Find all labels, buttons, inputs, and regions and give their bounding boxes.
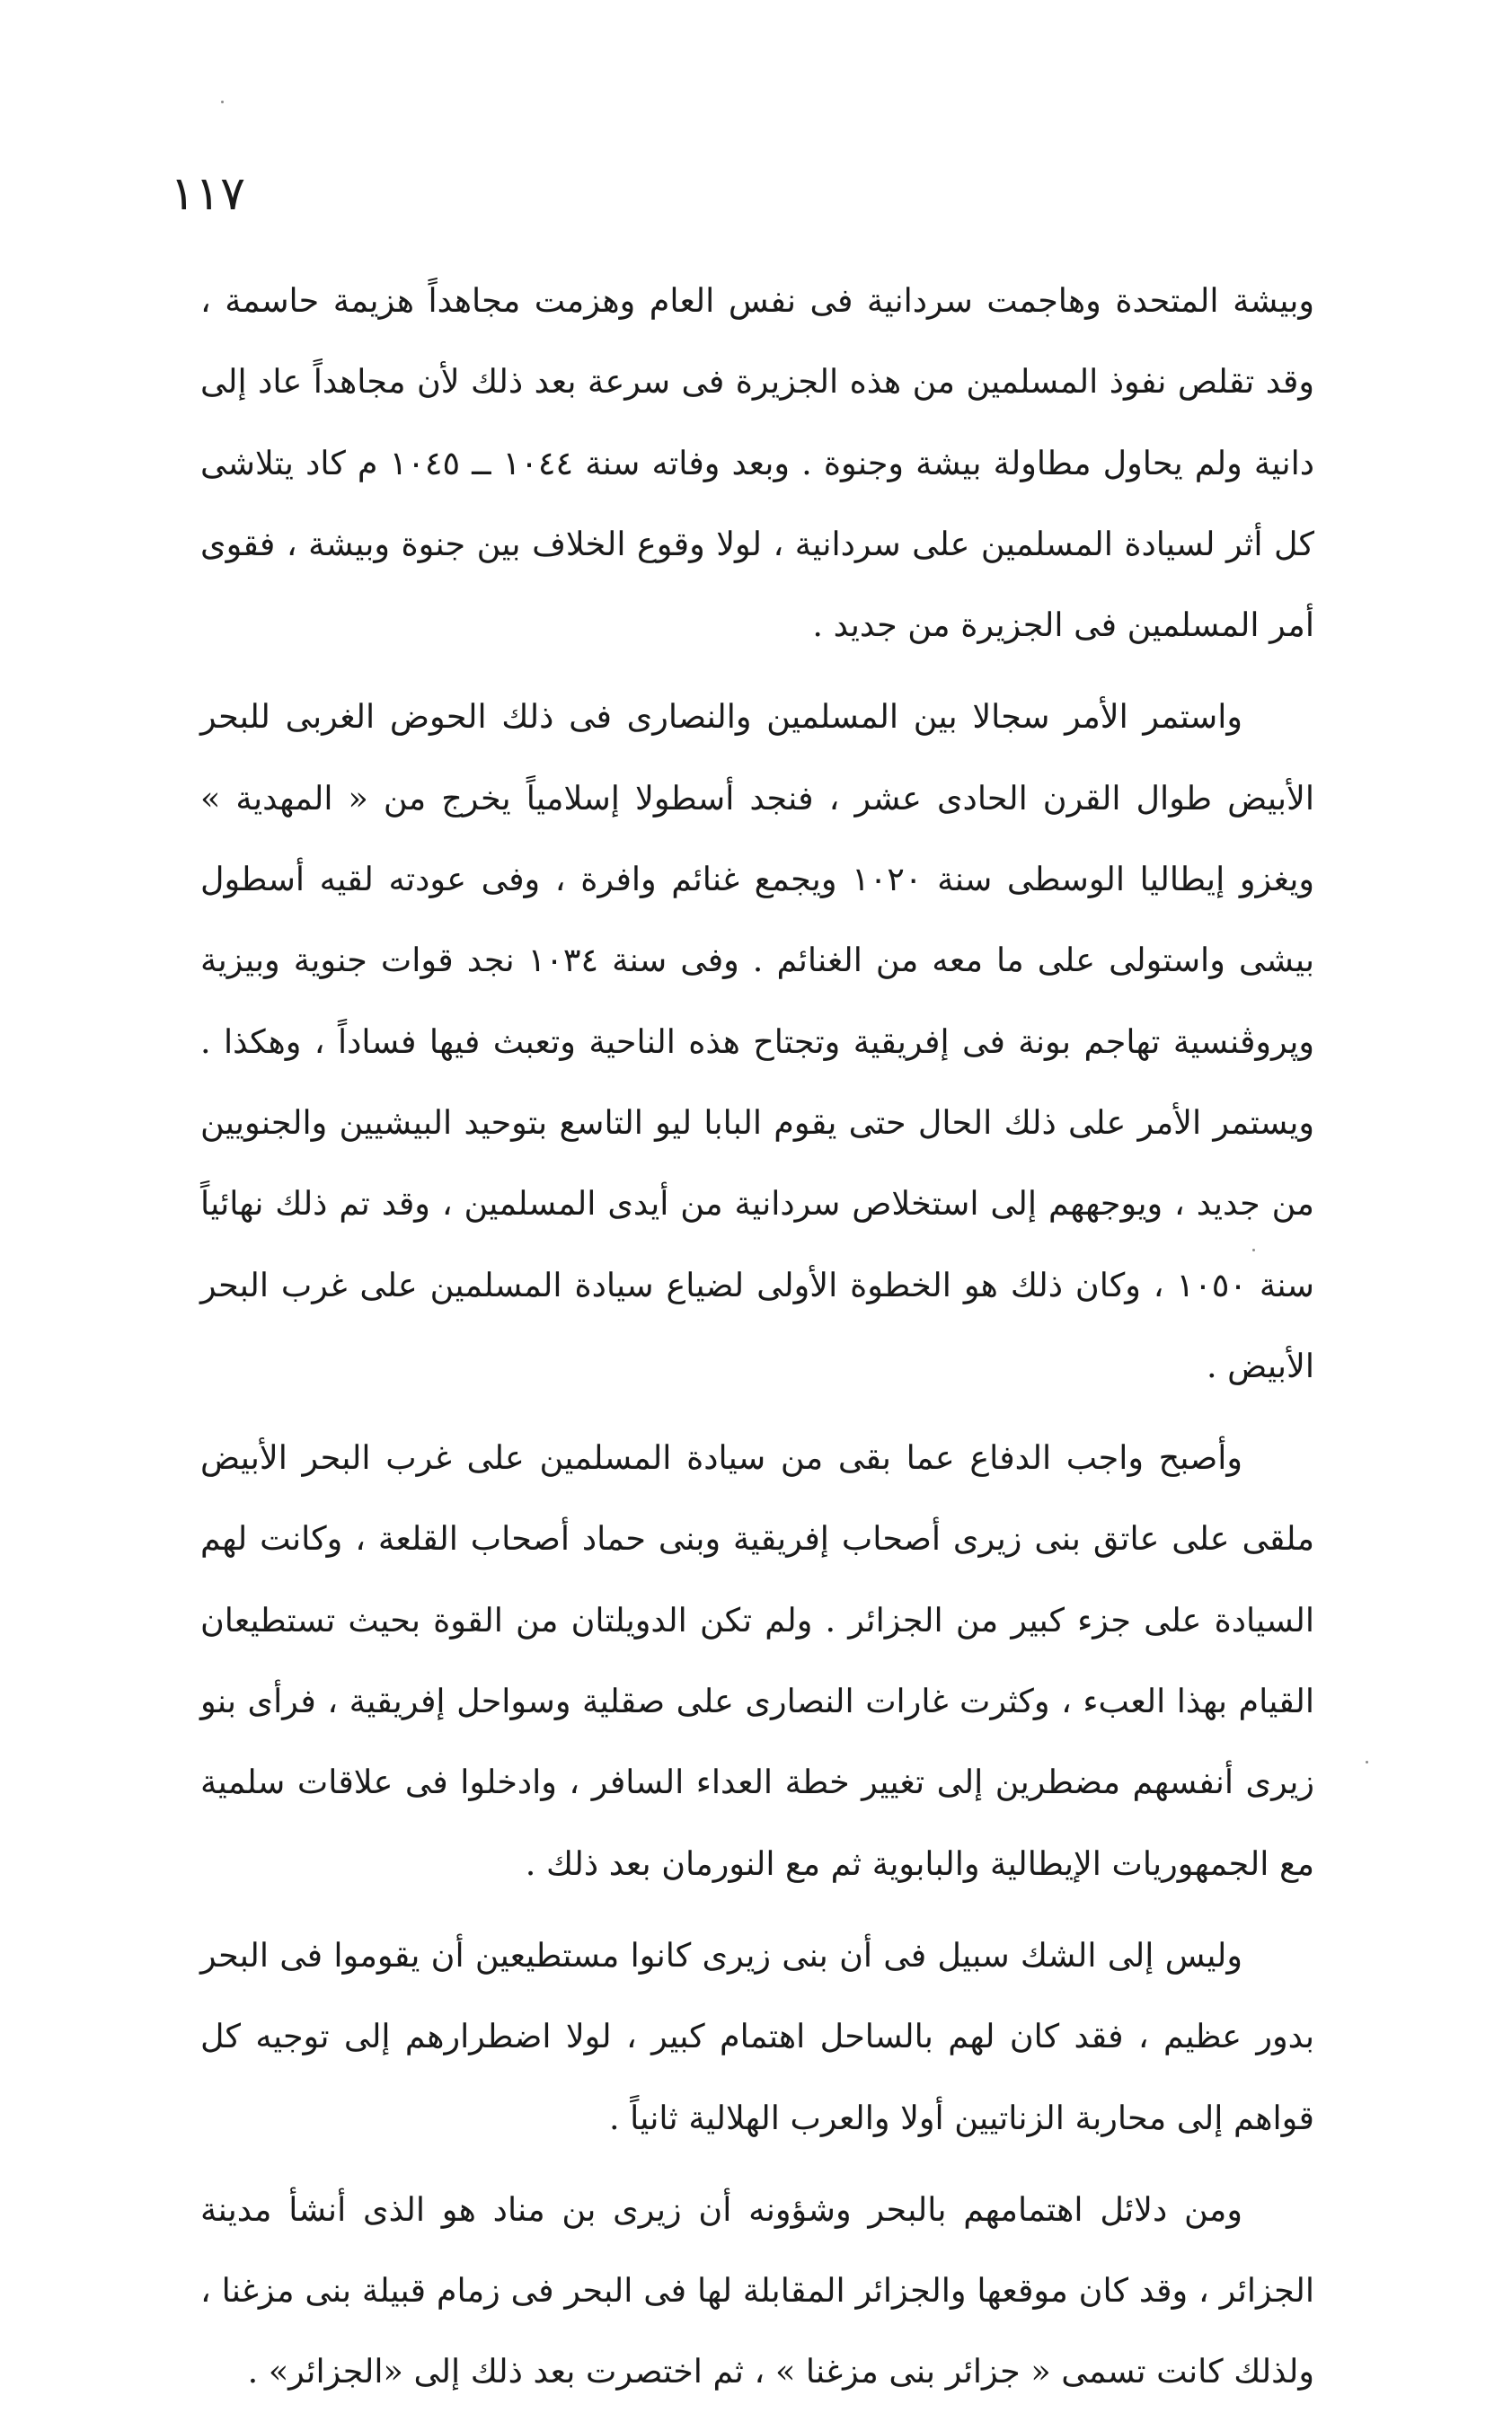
paragraph-5: ومن دلائل اهتمامهم بالبحر وشؤونه أن زيرى بن مناد هو الذى أنشأ مدينة الجزائر ، وقد كان موقعها والجزائر المقابلة لها فى البحر فى زمام قبيلة بنى مزغنا ، ولذلك كانت تسمى « جزائر بنى مزغنا » ، ثم اختصرت بعد ذلك إلى «الجزائر» .: [200, 2189, 1314, 2391]
paragraph-1: وبيشة المتحدة وهاجمت سردانية فى نفس العام وهزمت مجاهداً هزيمة حاسمة ، وقد تقلص نفوذ المسلمين من هذه الجزيرة فى سرعة بعد ذلك لأن مجاهداً عاد إلى دانية ولم يحاول مطاولة بيشة وجنوة . وبعد وفاته سنة ١٠٤٤ ــ ١٠٤٥ م كاد يتلاشى كل أثر لسيادة المسلمين على سردانية ، لولا وقوع الخلاف بين جنوة وبيشة ، فقوى أمر المسلمين فى الجزيرة من جديد .: [200, 281, 1314, 645]
paragraph-2: واستمر الأمر سجالا بين المسلمين والنصارى فى ذلك الحوض الغربى للبحر الأبيض طوال القرن الحادى عشر ، فنجد أسطولا إسلامياً يخرج من « المهدية » ويغزو إيطاليا الوسطى سنة ١٠٢٠ ويجمع غنائم وافرة ، وفى عودته لقيه أسطول بيشى واستولى على ما معه من الغنائم . وفى سنة ١٠٣٤ نجد قوات جنوية وبيزية وپروڤنسية تهاجم بونة فى إفريقية وتجتاح هذه الناحية وتعبث فيها فساداً ، وهكذا . ويستمر الأمر على ذلك الحال حتى يقوم البابا ليو التاسع بتوحيد البيشيين والجنويين من جديد ، ويوجههم إلى استخلاص سردانية من أيدى المسلمين ، وقد تم ذلك نهائياً سنة ١٠٥٠ ، وكان ذلك هو الخطوة الأولى لضياع سيادة المسلمين على غرب البحر الأبيض .: [200, 697, 1315, 1385]
paper-speck: [1252, 1249, 1255, 1251]
page-body-text: [200, 261, 1314, 2413]
paragraph-3: وأصبح واجب الدفاع عما بقى من سيادة المسلمين على غرب البحر الأبيض ملقى على عاتق بنى زيرى أصحاب إفريقية وبنى حماد أصحاب القلعة ، وكانت لهم السيادة على جزء كبير من الجزائر . ولم تكن الدويلتان من القوة بحيث تستطيعان القيام بهذا العبء ، وكثرت غارات النصارى على صقلية وسواحل إفريقية ، فرأى بنو زيرى أنفسهم مضطرين إلى تغيير خطة العداء السافر ، وادخلوا فى علاقات سلمية مع الجمهوريات الإيطالية والبابوية ثم مع النورمان بعد ذلك .: [200, 1438, 1314, 1883]
page-number: ١١٧: [170, 167, 245, 221]
paper-speck: [1366, 1761, 1368, 1763]
paper-speck: [221, 101, 224, 103]
paragraph-4: وليس إلى الشك سبيل فى أن بنى زيرى كانوا مستطيعين أن يقوموا فى البحر بدور عظيم ، فقد كان لهم بالساحل اهتمام كبير ، لولا اضطرارهم إلى توجيه كل قواهم إلى محاربة الزناتيين أولا والعرب الهلالية ثانياً .: [200, 1935, 1314, 2137]
